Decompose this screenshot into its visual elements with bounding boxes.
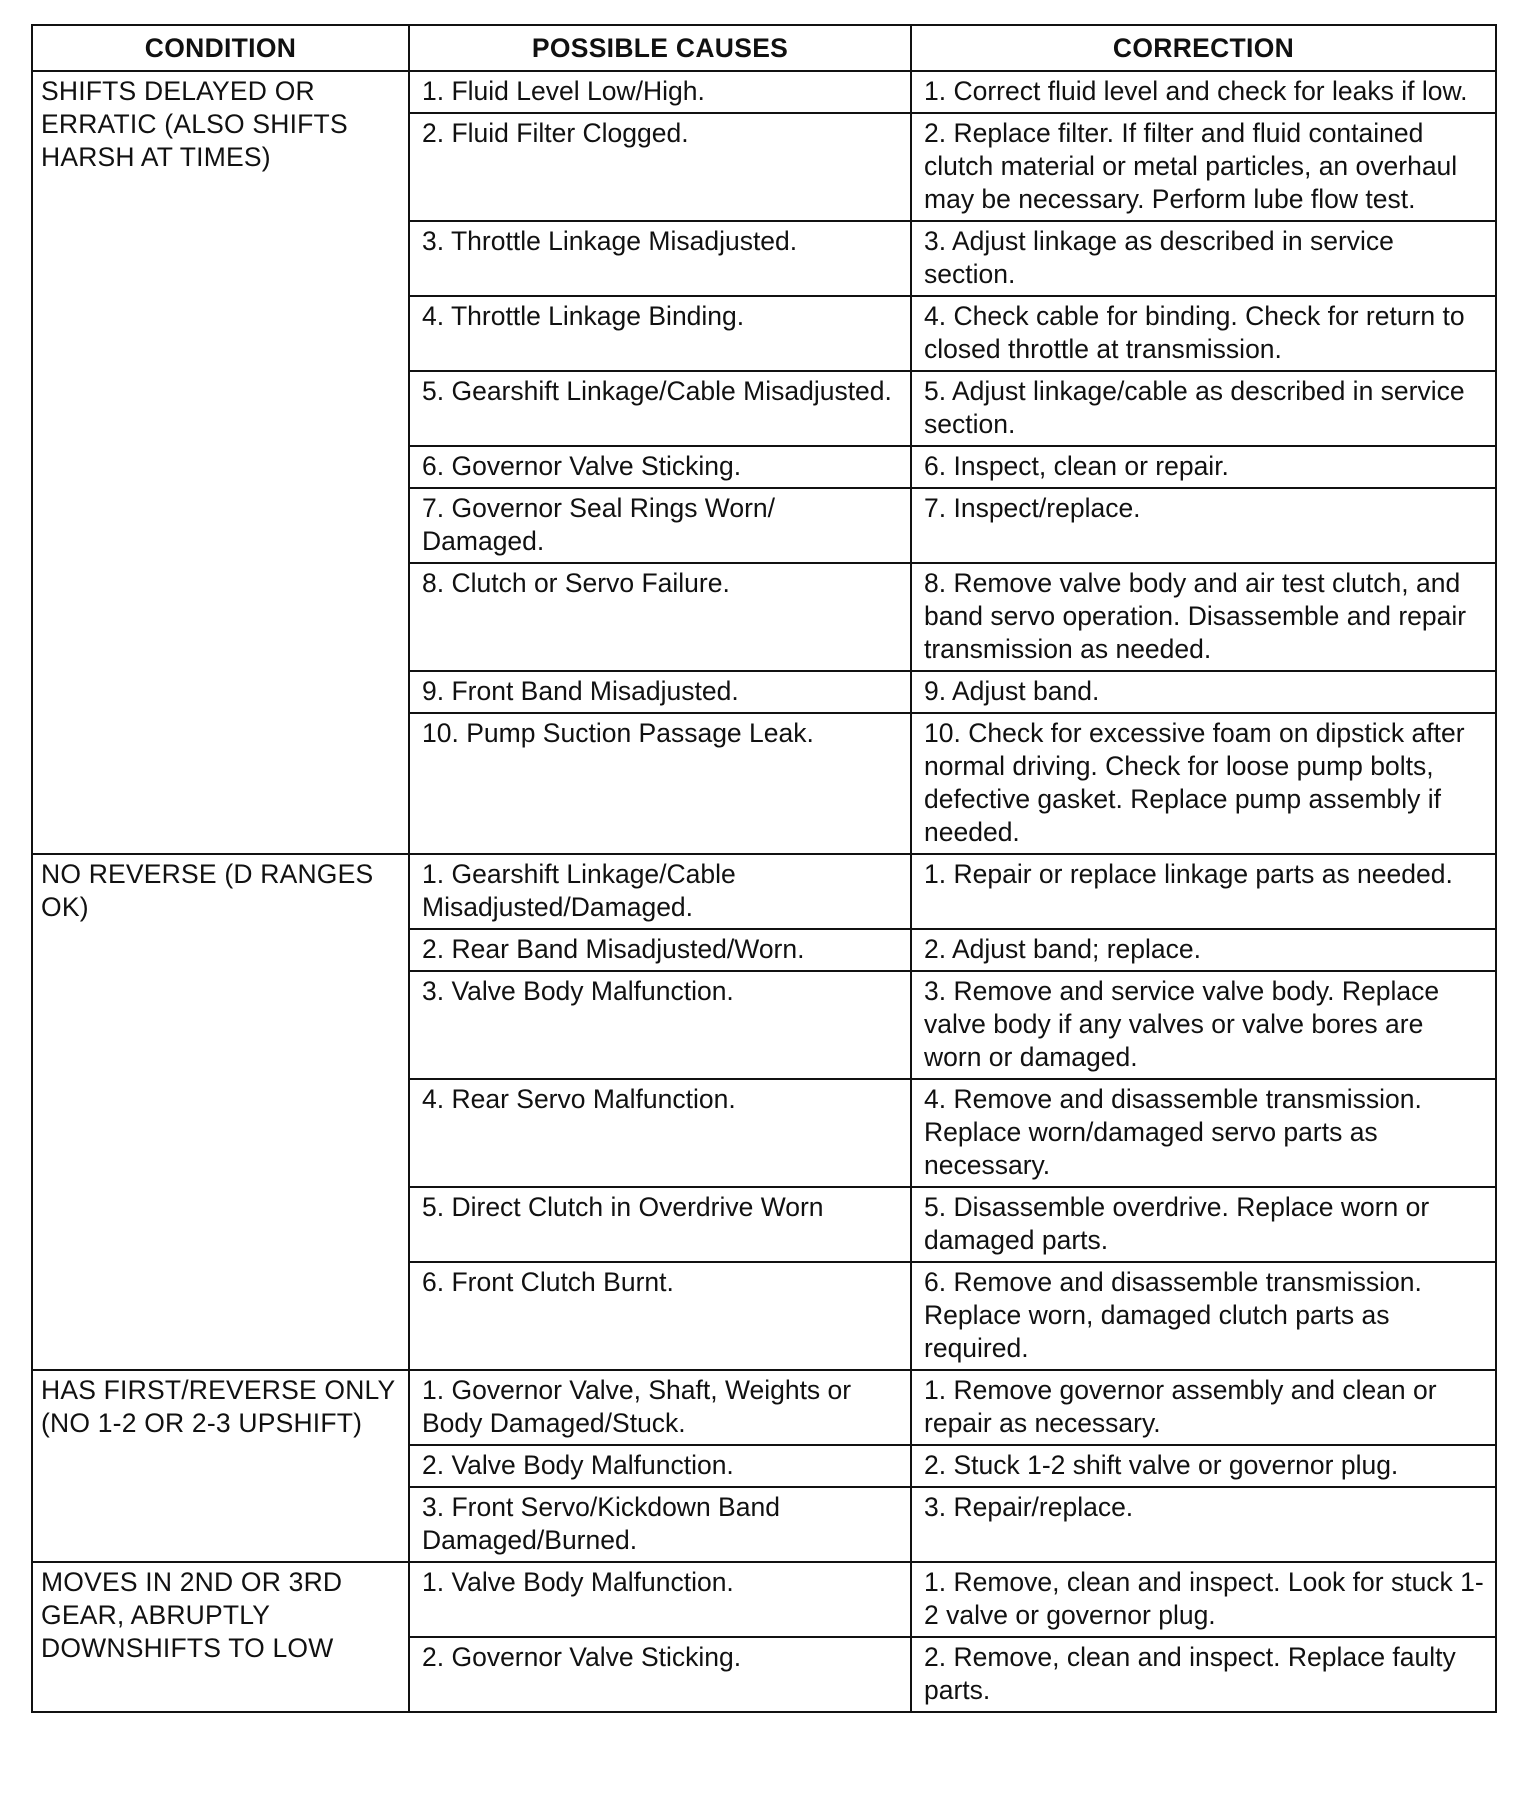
correction-cell: 5. Disassemble overdrive. Replace worn or damaged parts.	[911, 1187, 1496, 1262]
cause-cell: 6. Governor Valve Sticking.	[409, 446, 911, 488]
cause-cell: 8. Clutch or Servo Failure.	[409, 563, 911, 671]
correction-cell: 4. Check cable for binding. Check for return to closed throttle at transmission.	[911, 296, 1496, 371]
cause-cell: 2. Rear Band Misadjusted/Worn.	[409, 929, 911, 971]
cause-cell: 3. Throttle Linkage Misadjusted.	[409, 221, 911, 296]
correction-cell: 8. Remove valve body and air test clutch, and band servo operation. Disassemble and repair transmission as needed.	[911, 563, 1496, 671]
correction-cell: 2. Adjust band; replace.	[911, 929, 1496, 971]
header-condition: CONDITION	[32, 25, 409, 71]
cause-cell: 1. Fluid Level Low/High.	[409, 71, 911, 113]
cause-cell: 3. Front Servo/Kickdown Band Damaged/Burned.	[409, 1487, 911, 1562]
correction-cell: 10. Check for excessive foam on dipstick after normal driving. Check for loose pump bolts, defective gasket. Replace pump assembly if needed.	[911, 713, 1496, 854]
correction-cell: 9. Adjust band.	[911, 671, 1496, 713]
cause-cell: 7. Governor Seal Rings Worn/ Damaged.	[409, 488, 911, 563]
cause-cell: 1. Gearshift Linkage/Cable Misadjusted/Damaged.	[409, 854, 911, 929]
table-row	[32, 1370, 1496, 1445]
cause-cell: 10. Pump Suction Passage Leak.	[409, 713, 911, 854]
header-correction: CORRECTION	[911, 25, 1496, 71]
header-possible-causes: POSSIBLE CAUSES	[409, 25, 911, 71]
header-row	[32, 25, 1496, 71]
condition-cell: NO REVERSE (D RANGES OK)	[32, 854, 409, 1370]
correction-cell: 6. Inspect, clean or repair.	[911, 446, 1496, 488]
correction-cell: 6. Remove and disassemble transmission. Replace worn, damaged clutch parts as required.	[911, 1262, 1496, 1370]
table-row	[32, 854, 1496, 929]
correction-cell: 5. Adjust linkage/cable as described in service section.	[911, 371, 1496, 446]
correction-cell: 2. Stuck 1-2 shift valve or governor plug.	[911, 1445, 1496, 1487]
table-row	[32, 1562, 1496, 1637]
cause-cell: 3. Valve Body Malfunction.	[409, 971, 911, 1079]
condition-cell: SHIFTS DELAYED OR ERRATIC (ALSO SHIFTS HARSH AT TIMES)	[32, 71, 409, 854]
cause-cell: 6. Front Clutch Burnt.	[409, 1262, 911, 1370]
correction-cell: 3. Remove and service valve body. Replace valve body if any valves or valve bores are worn or damaged.	[911, 971, 1496, 1079]
correction-cell: 1. Correct fluid level and check for leaks if low.	[911, 71, 1496, 113]
correction-cell: 1. Repair or replace linkage parts as needed.	[911, 854, 1496, 929]
correction-cell: 3. Repair/replace.	[911, 1487, 1496, 1562]
correction-cell: 3. Adjust linkage as described in service section.	[911, 221, 1496, 296]
table-row	[32, 71, 1496, 113]
cause-cell: 1. Governor Valve, Shaft, Weights or Body Damaged/Stuck.	[409, 1370, 911, 1445]
cause-cell: 2. Valve Body Malfunction.	[409, 1445, 911, 1487]
condition-cell: MOVES IN 2ND OR 3RD GEAR, ABRUPTLY DOWNSHIFTS TO LOW	[32, 1562, 409, 1712]
cause-cell: 5. Gearshift Linkage/Cable Misadjusted.	[409, 371, 911, 446]
cause-cell: 2. Fluid Filter Clogged.	[409, 113, 911, 221]
cause-cell: 9. Front Band Misadjusted.	[409, 671, 911, 713]
correction-cell: 1. Remove, clean and inspect. Look for stuck 1-2 valve or governor plug.	[911, 1562, 1496, 1637]
cause-cell: 4. Throttle Linkage Binding.	[409, 296, 911, 371]
cause-cell: 1. Valve Body Malfunction.	[409, 1562, 911, 1637]
correction-cell: 1. Remove governor assembly and clean or repair as necessary.	[911, 1370, 1496, 1445]
cause-cell: 4. Rear Servo Malfunction.	[409, 1079, 911, 1187]
diagnosis-table	[31, 24, 1497, 1713]
condition-cell: HAS FIRST/REVERSE ONLY (NO 1-2 OR 2-3 UPSHIFT)	[32, 1370, 409, 1562]
correction-cell: 7. Inspect/replace.	[911, 488, 1496, 563]
cause-cell: 2. Governor Valve Sticking.	[409, 1637, 911, 1712]
correction-cell: 4. Remove and disassemble transmission. Replace worn/damaged servo parts as necessary.	[911, 1079, 1496, 1187]
correction-cell: 2. Remove, clean and inspect. Replace faulty parts.	[911, 1637, 1496, 1712]
cause-cell: 5. Direct Clutch in Overdrive Worn	[409, 1187, 911, 1262]
table-body	[32, 71, 1496, 1712]
correction-cell: 2. Replace filter. If filter and fluid contained clutch material or metal particles, an overhaul may be necessary. Perform lube flow test.	[911, 113, 1496, 221]
